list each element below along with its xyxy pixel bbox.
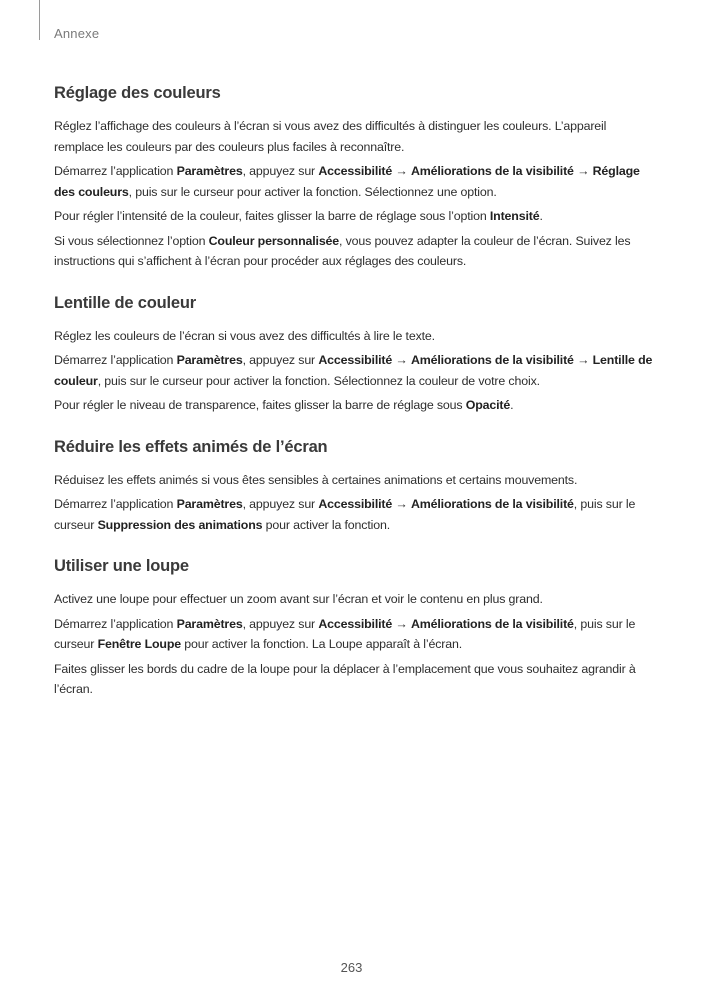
text-run: , appuyez sur bbox=[242, 616, 319, 631]
text-run: , puis sur le curseur pour activer la fonction. Sélectionnez une option. bbox=[128, 184, 497, 199]
ui-term: Accessibilité bbox=[318, 497, 393, 511]
section-reglage-des-couleurs bbox=[54, 82, 654, 272]
text-run: Démarrez l’application bbox=[54, 164, 177, 178]
text-run: , appuyez sur bbox=[242, 353, 319, 367]
ui-term: Accessibilité bbox=[318, 353, 393, 367]
text-run: pour activer la fonction. La Loupe apparaît à l’écran. bbox=[180, 637, 463, 651]
text-run: → bbox=[573, 164, 593, 178]
paragraph bbox=[54, 659, 654, 700]
ui-term: Améliorations de la visibilité bbox=[410, 497, 574, 511]
section-title: Réglage des couleurs bbox=[54, 84, 221, 102]
text-run: Réduisez les effets animés si vous êtes sensibles à certaines animations et certains mouvements. bbox=[54, 472, 578, 487]
text-run: → bbox=[392, 164, 411, 178]
text-run: → bbox=[392, 497, 411, 511]
section-title: Réduire les effets animés de l’écran bbox=[54, 437, 328, 456]
running-header: Annexe bbox=[54, 26, 100, 41]
text-run: → bbox=[392, 616, 411, 631]
text-run: , appuyez sur bbox=[242, 497, 319, 511]
text-run: Démarrez l’application bbox=[54, 497, 177, 511]
ui-term: Paramètres bbox=[176, 616, 243, 631]
ui-term: Paramètres bbox=[176, 497, 243, 511]
ui-term: Lentille de couleur bbox=[54, 353, 653, 388]
ui-term: Paramètres bbox=[176, 353, 243, 367]
paragraph bbox=[54, 326, 654, 347]
text-run: Démarrez l’application bbox=[54, 616, 177, 631]
ui-term: Améliorations de la visibilité bbox=[410, 353, 574, 367]
text-run: → bbox=[392, 353, 411, 367]
ui-term: Suppression des animations bbox=[97, 517, 263, 532]
paragraph bbox=[54, 206, 654, 227]
text-run: pour activer la fonction. bbox=[262, 517, 391, 532]
paragraph bbox=[54, 350, 654, 391]
text-run: , puis sur le curseur bbox=[54, 497, 636, 532]
text-run: Démarrez l’application bbox=[54, 353, 177, 367]
text-run: Si vous sélectionnez l’option bbox=[54, 233, 209, 248]
paragraph bbox=[54, 589, 654, 610]
ui-term: Intensité bbox=[489, 209, 540, 223]
text-run: Réglez les couleurs de l’écran si vous avez des difficultés à lire le texte. bbox=[54, 328, 435, 343]
section-title: Utiliser une loupe bbox=[54, 557, 189, 575]
paragraph bbox=[54, 161, 654, 202]
text-run: Pour régler l’intensité de la couleur, faites glisser la barre de réglage sous l’option bbox=[54, 209, 490, 223]
paragraph bbox=[54, 614, 654, 655]
paragraph bbox=[54, 470, 654, 491]
text-run: → bbox=[573, 353, 593, 367]
text-run: , puis sur le curseur pour activer la fonction. Sélectionnez la couleur de votre choix. bbox=[97, 373, 540, 388]
ui-term: Paramètres bbox=[176, 164, 243, 178]
page-content bbox=[54, 82, 654, 720]
section-title: Lentille de couleur bbox=[54, 293, 196, 312]
section-lentille-de-couleur bbox=[54, 292, 654, 416]
text-run: Pour régler le niveau de transparence, faites glisser la barre de réglage sous bbox=[54, 398, 466, 412]
paragraph bbox=[54, 494, 654, 535]
text-run: , vous pouvez adapter la couleur de l’écran. Suivez les instructions qui s’affichent à l’écran pour procéder aux réglages des couleurs. bbox=[54, 233, 631, 268]
paragraph bbox=[54, 231, 654, 272]
paragraph bbox=[54, 116, 654, 157]
ui-term: Accessibilité bbox=[318, 164, 393, 178]
ui-term: Accessibilité bbox=[318, 616, 393, 631]
ui-term: Fenêtre Loupe bbox=[97, 637, 181, 651]
text-run: . bbox=[510, 398, 514, 412]
header-rule bbox=[39, 0, 40, 40]
ui-term: Améliorations de la visibilité bbox=[410, 164, 574, 178]
text-run: . bbox=[539, 209, 543, 223]
ui-term: Couleur personnalisée bbox=[208, 233, 340, 248]
page-number: 263 bbox=[340, 960, 363, 975]
ui-term: Améliorations de la visibilité bbox=[410, 616, 574, 631]
section-utiliser-une-loupe bbox=[54, 555, 654, 700]
paragraph bbox=[54, 395, 654, 416]
text-run: Faites glisser les bords du cadre de la loupe pour la déplacer à l’emplacement que vous souhaitez agrandir à l’écran. bbox=[54, 661, 636, 696]
ui-term: Opacité bbox=[465, 398, 511, 412]
text-run: , appuyez sur bbox=[242, 164, 319, 178]
text-run: Réglez l’affichage des couleurs à l’écran si vous avez des difficultés à distinguer les couleurs. L’appareil remplace les couleurs par des couleurs plus faciles à reconnaître. bbox=[54, 119, 607, 154]
ui-term: Réglage des couleurs bbox=[54, 164, 640, 199]
text-run: Activez une loupe pour effectuer un zoom avant sur l’écran et voir le contenu en plus grand. bbox=[54, 592, 543, 606]
section-reduire-effets-animes bbox=[54, 436, 654, 536]
text-run: , puis sur le curseur bbox=[54, 616, 636, 651]
